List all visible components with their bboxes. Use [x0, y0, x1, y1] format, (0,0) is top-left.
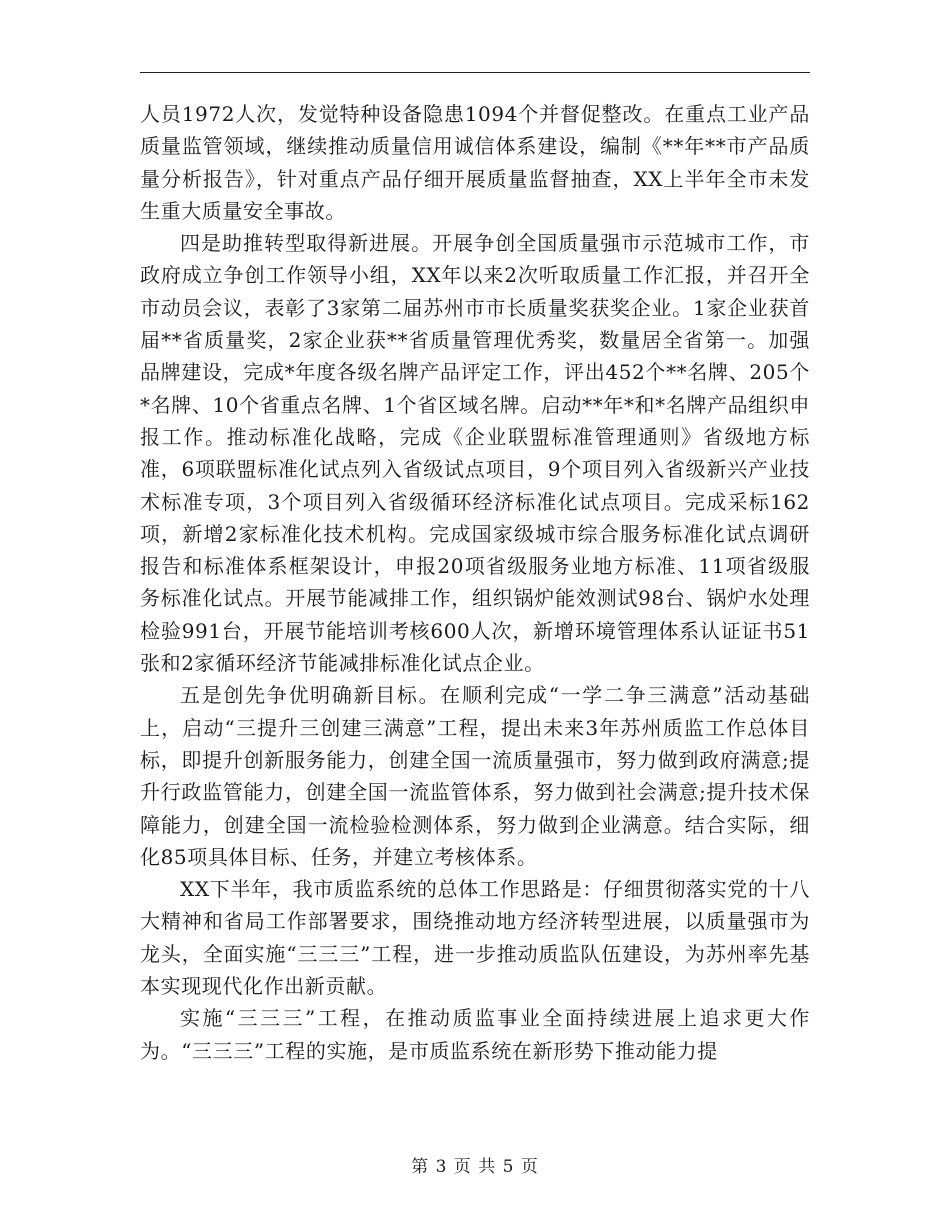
document-body	[140, 98, 810, 1067]
paragraph-3: 五是创先争优明确新目标。在顺利完成“一学二争三满意”活动基础上，启动“三提升三创建三满意”工程，提出未来3年苏州质监工作总体目标，即提升创新服务能力，创建全国一流质量强市，努力做到政府满意;提升行政监管能力，创建全国一流监管体系，努力做到社会满意;提升技术保障能力，创建全国一流检验检测体系，努力做到企业满意。结合实际，细化85项具体目标、任务，并建立考核体系。	[140, 683, 810, 869]
header-rule	[140, 72, 810, 73]
paragraph-5: 实施“三三三”工程，在推动质监事业全面持续进展上追求更大作为。“三三三”工程的实施，是市质监系统在新形势下推动能力提	[140, 1006, 810, 1063]
page-number-footer: 第 3 页 共 5 页	[411, 1157, 539, 1177]
paragraph-4: XX下半年，我市质监系统的总体工作思路是：仔细贯彻落实党的十八大精神和省局工作部署要求，围绕推动地方经济转型进展，以质量强市为龙头，全面实施“三三三”工程，进一步推动质监队伍建设，为苏州率先基本实现现代化作出新贡献。	[140, 877, 810, 999]
paragraph-1: 人员1972人次，发觉特种设备隐患1094个并督促整改。在重点工业产品质量监管领域，继续推动质量信用诚信体系建设，编制《**年**市产品质量分析报告》，针对重点产品仔细开展质量监督抽查，XX上半年全市未发生重大质量安全事故。	[140, 102, 810, 223]
paragraph-2: 四是助推转型取得新进展。开展争创全国质量强市示范城市工作，市政府成立争创工作领导小组，XX年以来2次听取质量工作汇报，并召开全市动员会议，表彰了3家第二届苏州市市长质量奖获奖企业。1家企业获首届**省质量奖，2家企业获**省质量管理优秀奖，数量居全省第一。加强品牌建设，完成*年度各级名牌产品评定工作，评出452个**名牌、205个*名牌、10个省重点名牌、1个省区域名牌。启动**年*和*名牌产品组织申报工作。推动标准化战略，完成《企业联盟标准管理通则》省级地方标准，6项联盟标准化试点列入省级试点项目，9个项目列入省级新兴产业技术标准专项，3个项目列入省级循环经济标准化试点项目。完成采标162项，新增2家标准化技术机构。完成国家级城市综合服务标准化试点调研报告和标准体系框架设计，申报20项省级服务业地方标准、11项省级服务标准化试点。开展节能减排工作，组织锅炉能效测试98台、锅炉水处理检验991台，开展节能培训考核600人次，新增环境管理体系认证证书51张和2家循环经济节能减排标准化试点企业。	[140, 231, 810, 676]
